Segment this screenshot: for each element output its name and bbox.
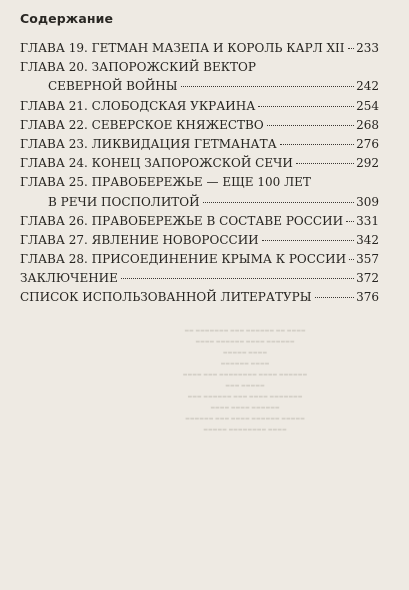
toc-entry-title: ГЛАВА 27. ЯВЛЕНИЕ НОВОРОССИИ (20, 232, 259, 247)
dot-leader (203, 202, 355, 203)
toc-entry-title: ГЛАВА 19. ГЕТМАН МАЗЕПА И КОРОЛЬ КАРЛ XII (20, 41, 345, 55)
toc-entry-title: ГЛАВА 20. ЗАПОРОЖСКИЙ ВЕКТОР (20, 60, 256, 75)
toc-entry-line (20, 154, 379, 173)
dot-leader (346, 221, 354, 222)
toc-entry-title: ГЛАВА 22. СЕВЕРСКОЕ КНЯЖЕСТВО (20, 117, 264, 132)
toc-page-number: 268 (356, 117, 379, 132)
toc-entry-line (20, 97, 379, 116)
toc-entry-title: ГЛАВА 23. ЛИКВИДАЦИЯ ГЕТМАНАТА (20, 136, 277, 151)
toc-entry-line (20, 231, 379, 250)
page-title: Содержание (20, 11, 114, 26)
toc-page-number: 242 (356, 79, 379, 94)
toc-entry-line (20, 269, 379, 288)
toc-entry[interactable] (20, 250, 379, 269)
dot-leader (296, 163, 354, 164)
toc-entry-title: ГЛАВА 28. ПРИСОЕДИНЕНИЕ КРЫМА К РОССИИ (20, 252, 347, 267)
toc-entry-title: В РЕЧИ ПОСПОЛИТОЙ (48, 194, 200, 209)
toc-entry[interactable] (20, 173, 379, 211)
toc-entry[interactable] (20, 288, 379, 307)
toc-entry-line (20, 250, 379, 269)
toc-entry-title: СПИСОК ИСПОЛЬЗОВАННОЙ ЛИТЕРАТУРЫ (20, 290, 312, 305)
toc-entry-line (20, 116, 379, 135)
toc-entry[interactable] (20, 39, 379, 58)
bleed-through-texture: ▬▬▬▬ ▬▬ ▬▬▬▬▬▬ ▬▬▬ ▬▬▬▬▬▬▬ ▬▬ ▬▬▬▬▬▬ ▬▬▬▬ ▬▬▬▬▬▬ ▬▬▬▬ ▬▬▬▬ ▬▬▬▬▬ ▬▬▬▬ ▬▬▬▬▬▬ ▬▬▬▬▬▬ ▬▬▬▬ ▬▬▬▬▬▬▬▬ ▬▬▬ ▬▬▬▬ ▬▬▬▬▬ ▬▬▬ ▬▬▬▬▬▬▬ ▬▬▬▬ ▬▬▬ ▬▬▬▬▬▬ ▬▬▬ ▬▬▬▬▬▬ ▬▬▬▬ ▬▬▬▬ ▬▬▬▬▬ ▬▬▬▬▬▬ ▬▬▬▬ ▬▬▬ ▬▬▬▬▬▬ ▬▬▬▬ ▬▬▬▬▬▬▬▬ ▬▬▬▬▬ (182, 328, 308, 433)
toc-entry-line (20, 58, 379, 77)
toc-page-number: 276 (356, 136, 379, 151)
table-of-contents (20, 39, 379, 308)
toc-entry-title: ГЛАВА 26. ПРАВОБЕРЕЖЬЕ В СОСТАВЕ РОССИИ (20, 213, 344, 228)
toc-entry[interactable] (20, 58, 379, 96)
toc-entry[interactable] (20, 135, 379, 154)
toc-entry-line (20, 193, 379, 212)
toc-page-number: 376 (356, 290, 379, 305)
dot-leader (258, 106, 354, 107)
toc-entry[interactable] (20, 212, 379, 231)
dot-leader (348, 48, 355, 49)
dot-leader (349, 259, 354, 260)
toc-entry-line (20, 135, 379, 154)
toc-page-number: 254 (356, 98, 379, 113)
dot-leader (315, 297, 355, 298)
toc-page-number: 233 (356, 41, 379, 55)
toc-page-number: 372 (356, 271, 379, 286)
dot-leader (267, 125, 354, 126)
toc-entry-title: ГЛАВА 25. ПРАВОБЕРЕЖЬЕ — ЕЩЕ 100 ЛЕТ (20, 175, 311, 190)
toc-entry[interactable] (20, 231, 379, 250)
toc-entry-title: СЕВЕРНОЙ ВОЙНЫ (48, 79, 178, 94)
toc-entry[interactable] (20, 269, 379, 288)
toc-entry-title: ГЛАВА 21. СЛОБОДСКАЯ УКРАИНА (20, 98, 256, 113)
toc-entry[interactable] (20, 116, 379, 135)
toc-entry-title: ЗАКЛЮЧЕНИЕ (20, 271, 118, 286)
toc-entry[interactable] (20, 97, 379, 116)
toc-page-number: 357 (356, 252, 379, 267)
toc-entry-line (20, 173, 379, 192)
toc-page-number: 331 (356, 213, 379, 228)
toc-page-number: 292 (356, 156, 379, 171)
toc-entry-line (20, 77, 379, 96)
toc-page-number: 342 (356, 232, 379, 247)
toc-entry[interactable] (20, 154, 379, 173)
toc-entry-line (20, 39, 379, 58)
dot-leader (121, 278, 354, 279)
dot-leader (280, 144, 354, 145)
toc-entry-title: ГЛАВА 24. КОНЕЦ ЗАПОРОЖСКОЙ СЕЧИ (20, 156, 293, 171)
toc-page-number: 309 (356, 194, 379, 209)
dot-leader (181, 86, 355, 87)
toc-entry-line (20, 288, 379, 307)
toc-entry-line (20, 212, 379, 231)
dot-leader (262, 240, 354, 241)
